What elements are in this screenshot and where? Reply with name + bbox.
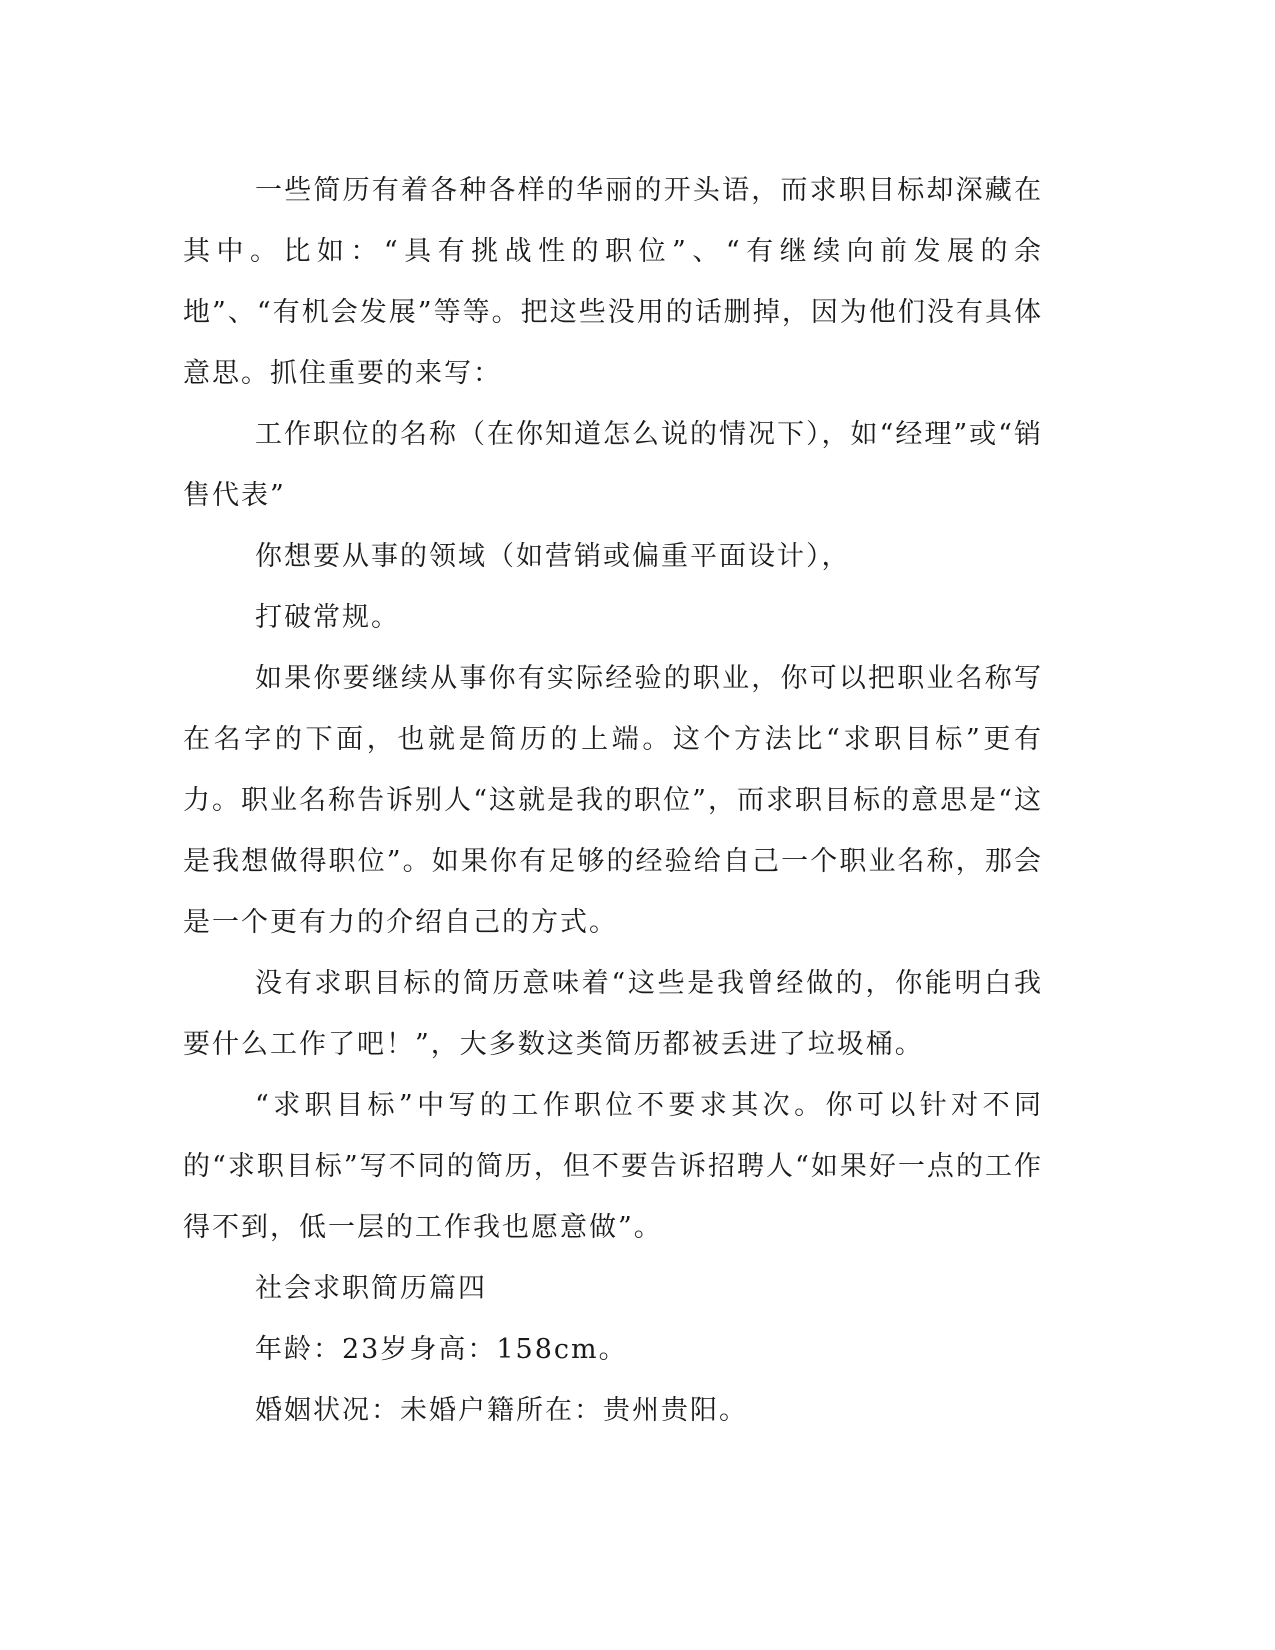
paragraph-intro: 一些简历有着各种各样的华丽的开头语，而求职目标却深藏在其中。比如：“具有挑战性的职位”、“有继续向前发展的余地”、“有机会发展”等等。把这些没用的话删掉，因为他们没有具体意思。抓住重要的来写： [183, 175, 1043, 389]
paragraph-no-objective: 没有求职目标的简历意味着“这些是我曾经做的，你能明白我要什么工作了吧！”，大多数这类简历都被丢进了垃圾桶。 [183, 968, 1043, 1060]
paragraph-job-title: 工作职位的名称（在你知道怎么说的情况下），如“经理”或“销售代表” [183, 419, 1043, 511]
section-heading: 社会求职简历篇四 [255, 1273, 487, 1304]
paragraph-marital-status: 婚姻状况：未婚户籍所在：贵州贵阳。 [255, 1395, 748, 1426]
paragraph-career-name: 如果你要继续从事你有实际经验的职业，你可以把职业名称写在名字的下面，也就是简历的上端。这个方法比“求职目标”更有力。职业名称告诉别人“这就是我的职位”，而求职目标的意思是“这是我想做得职位”。如果你有足够的经验给自己一个职业名称，那会是一个更有力的介绍自己的方式。 [183, 663, 1043, 938]
paragraph-objective-advice: “求职目标”中写的工作职位不要求其次。你可以针对不同的“求职目标”写不同的简历，但不要告诉招聘人“如果好一点的工作得不到，低一层的工作我也愿意做”。 [183, 1090, 1043, 1243]
paragraph-age-height: 年龄：23岁身高：158cm。 [255, 1334, 628, 1365]
paragraph-field: 你想要从事的领域（如营销或偏重平面设计）， [255, 541, 851, 572]
paragraph-break-rules: 打破常规。 [255, 602, 400, 633]
document-body [183, 160, 1043, 1441]
